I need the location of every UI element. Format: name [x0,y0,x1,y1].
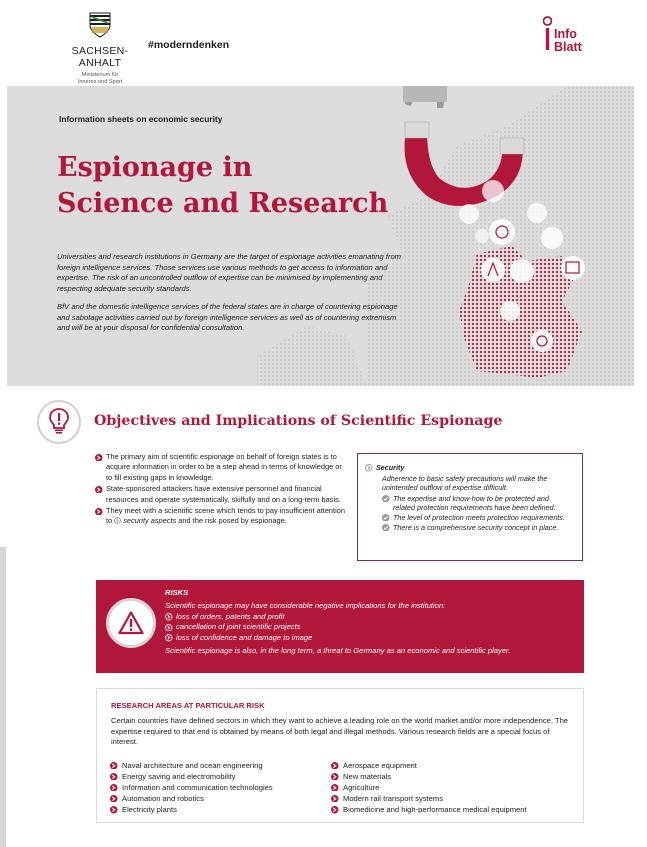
arrow-bullet-icon [110,806,118,814]
arrow-bullet-icon [165,624,173,632]
objective-text-2: State-sponsored attackers have extensive personnel and financial resources and operate systematically, skilfully and on a long-term basis. [106,484,341,504]
research-area-text: Naval architecture and ocean engineering [122,761,263,770]
list-item [95,506,347,527]
risks-body [165,601,575,657]
intro-paragraph-2: BfV and the domestic intelligence services of the federal states are in charge of countering espionage and sabotage activities carried out by foreign intelligence services as well as of countering extremism and will be at your disposal for confidential consultation. [57,301,398,333]
security-item-text: The expertise and know-how to be protected and related protection requirements have been defined. [393,493,556,513]
security-box [357,453,583,561]
objective-text-1: The primary aim of scientific espionage on behalf of foreign states is to acquire information in order to be a step ahead in terms of knowledge or to fill existing gaps in knowledge. [106,452,342,482]
research-area-text: Electricity plants [122,805,177,815]
kicker-text: Information sheets on economic security [59,114,223,124]
arrow-bullet-icon [95,508,103,516]
page-title [57,150,417,222]
title-line-1: Espionage in [57,152,253,183]
brand-word-blatt: Blatt [554,40,582,54]
arrow-bullet-icon [95,454,103,462]
research-area-text: Agriculture [343,783,380,793]
list-item [165,633,575,644]
left-margin-bar [0,547,6,847]
research-list-left [110,760,325,815]
research-area-text: Automation and robotics [122,794,204,804]
arrow-bullet-icon [110,795,118,803]
hero-banner [7,86,634,386]
objective-text-3-tail: and the risk posed by espionage. [178,516,287,526]
risk-item-text: loss of orders, patents and profit [176,611,285,621]
risks-lead: Scientific espionage may have considerable negative implications for the institution: [165,601,446,610]
state-name: SACHSEN-ANHALT [71,45,129,69]
research-intro: Certain countries have defined sectors in which they want to achieve a leading role on the world market and/or more independence. The expertise required to that end is obtained by means of both legal and illegal methods. Various research fields are a special focus of interest. [111,716,569,747]
research-area-text: Energy saving and electromobility [122,772,236,782]
arrow-bullet-icon [331,773,339,781]
research-area-text: Aerospace equipment [343,761,417,770]
title-line-2: Science and Research [57,188,389,219]
risks-panel [96,580,584,673]
objectives-list [95,452,347,528]
brand-word-info: Info [554,27,577,41]
list-item [110,760,325,771]
arrow-bullet-icon [165,634,173,642]
intro-text [57,252,402,334]
list-item [365,494,572,513]
research-list-right [331,760,576,815]
ministry-line-1: Ministerium für [81,72,119,78]
lightbulb-icon [49,408,69,435]
list-item [110,793,325,804]
cross-reference-icon [114,517,121,524]
list-item [110,782,325,793]
arrow-bullet-icon [331,806,339,814]
arrow-bullet-icon [110,773,118,781]
arrow-bullet-icon [165,613,173,621]
research-area-text: Information and communication technologies [122,783,273,793]
list-item [110,804,325,815]
list-item [110,771,325,782]
warning-icon [118,610,144,636]
list-item [331,782,576,793]
security-item-text: There is a comprehensive security concept in place. [393,522,559,532]
state-logo [58,12,142,85]
arrow-bullet-icon [95,486,103,494]
security-item-text: The level of protection meets protection requirements. [393,512,565,522]
intro-paragraph-1: Universities and research institutions in Germany are the target of espionage activities emanating from foreign intelligence services. Those services use various methods to get access to information and expertise. The risk of an uncontrolled outflow of expertise can be minimised by implementing and respecting adequate security standards. [57,252,401,294]
research-area-text: Modern rail transport systems [343,794,444,804]
list-item [95,484,347,505]
warning-badge [106,598,156,648]
infoblatt-logo [543,14,591,54]
arrow-bullet-icon [331,762,339,770]
ministry-name [58,72,142,85]
list-item [331,760,576,771]
list-item [95,452,347,483]
list-item [331,793,576,804]
risks-list [165,612,575,644]
research-area-text: New materials [343,772,392,782]
research-areas-box [96,688,584,823]
research-area-text: Biomedicine and high-performance medical equipment [343,805,527,815]
list-item [165,612,575,623]
campaign-hashtag: #moderndenken [148,39,230,51]
security-criteria-list [365,494,572,532]
ministry-line-2: Inneres und Sport [77,78,123,85]
security-heading-text: Security [376,463,405,472]
risk-item-text: cancellation of joint scientific projects [176,622,301,632]
risks-footer: Scientific espionage is also, in the long term, a threat to Germany as an economic and scientific player. [165,646,511,656]
check-bullet-icon [382,514,390,522]
objectives-badge [37,400,81,444]
list-item [365,513,572,523]
coat-of-arms-icon [89,12,111,38]
info-i-icon [543,16,552,52]
objectives-heading: Objectives and Implications of Scientific Espionage [94,413,503,429]
list-item [331,804,576,815]
check-bullet-icon [382,524,390,532]
cross-reference-icon [365,464,373,472]
magnet-map-illustration [7,86,634,386]
list-item [331,771,576,782]
arrow-bullet-icon [110,762,118,770]
list-item [365,523,572,533]
risks-heading: RISKS [165,588,189,597]
arrow-bullet-icon [331,795,339,803]
security-aspects-reference: security aspects [123,516,177,526]
arrow-bullet-icon [110,784,118,792]
research-heading: RESEARCH AREAS AT PARTICULAR RISK [111,701,265,710]
check-bullet-icon [382,495,390,503]
arrow-bullet-icon [331,784,339,792]
security-lead-text: Adherence to basic safety precautions will make the unintended outflow of expertise difficult. [382,473,548,493]
objective-text-3-lead: They meet with a scientific scene which tends to pay insufficient attention to [106,506,345,526]
risk-item-text: loss of confidence and damage to image [176,632,313,642]
security-heading [365,463,572,473]
list-item [165,622,575,633]
